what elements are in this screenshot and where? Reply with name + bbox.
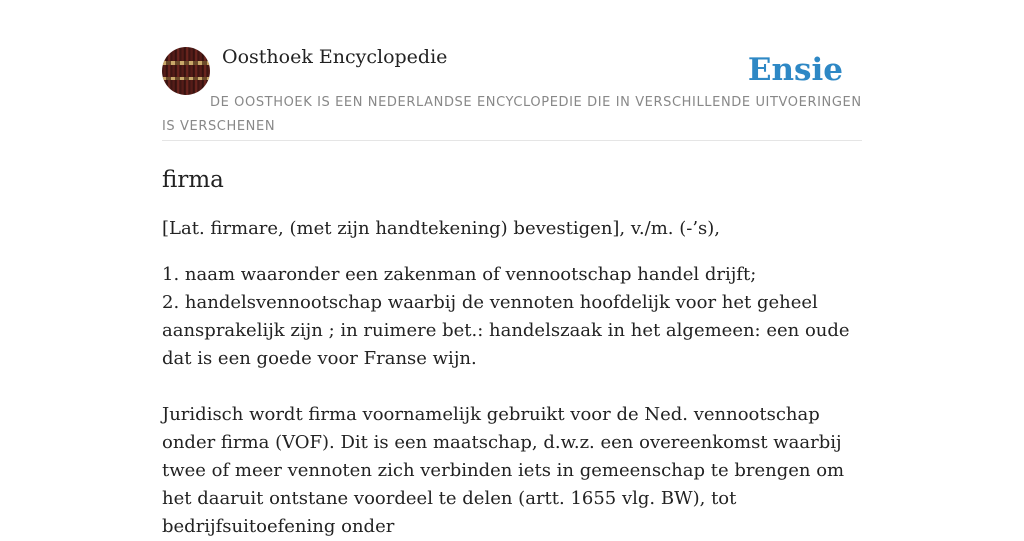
ensie-logo[interactable]: Ensie	[747, 52, 843, 88]
site-header	[162, 0, 862, 141]
entry-title: firma	[162, 167, 224, 193]
entry-etymology: [Lat. firmare, (met zijn handtekening) bevestigen], v./m. (-’s),	[162, 218, 721, 239]
site-name-link[interactable]: Oosthoek Encyclopedie	[222, 46, 448, 68]
bookshelf-avatar-icon[interactable]	[162, 47, 210, 95]
page	[162, 0, 862, 541]
entry-senses	[162, 261, 862, 373]
entry-sense: 1. naam waaronder een zakenman of vennootschap handel drijft;	[162, 264, 757, 285]
entry-paragraph: Juridisch wordt firma voornamelijk gebruikt voor de Ned. vennootschap onder firma (VOF). Dit is een maatschap, d.w.z. een overeenkomst waarbij twee of meer vennoten zich verbinden iets in gemeenschap te brengen om het daaruit ontstane voordeel te delen (artt. 1655 vlg. BW), tot bedrijfsuitoefening onder	[162, 404, 845, 537]
entry-sense: 2. handelsvennootschap waarbij de vennoten hoofdelijk voor het geheel aansprakelijk zijn ; in ruimere bet.: handelszaak in het algemeen: een oude dat is een goede voor Franse wijn.	[162, 292, 850, 369]
site-tagline: DE OOSTHOEK IS EEN NEDERLANDSE ENCYCLOPEDIE DIE IN VERSCHILLENDE UITVOERINGEN IS VERSCHENEN	[162, 95, 862, 134]
